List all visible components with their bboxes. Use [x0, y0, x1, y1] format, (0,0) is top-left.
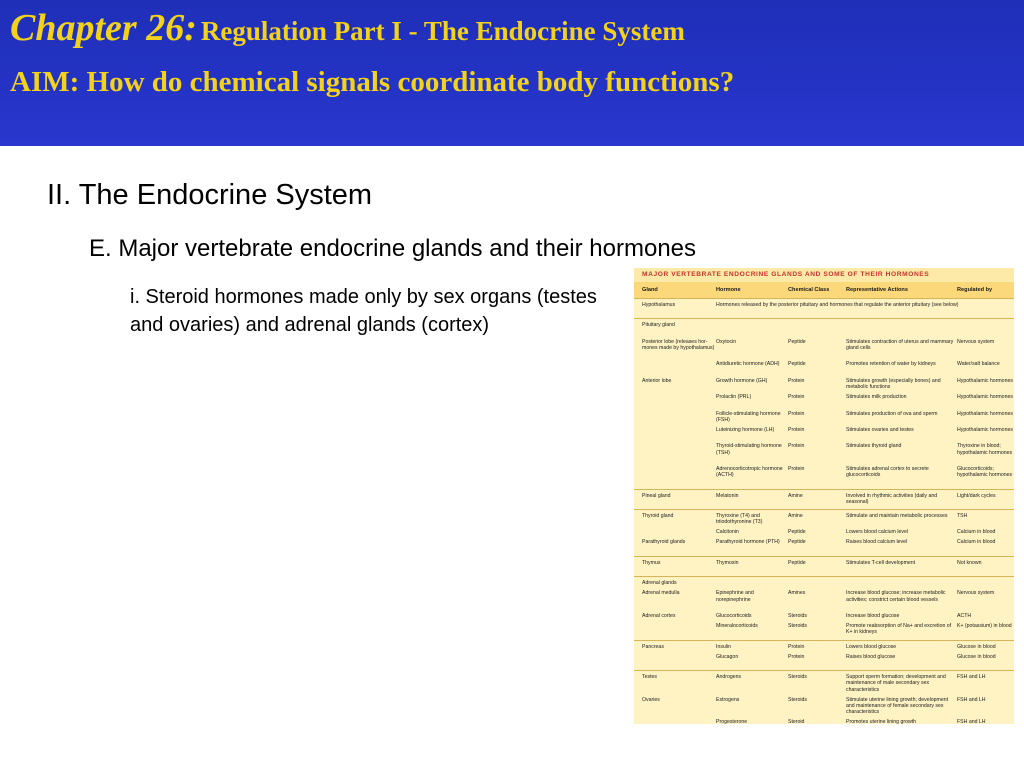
- actions-cell: Stimulates thyroid gland: [846, 443, 902, 450]
- hormone-cell: Calcitonin: [716, 529, 739, 536]
- endocrine-glands-table: [634, 268, 1014, 724]
- actions-cell: Stimulates adrenal cortex to secrete glucocorticoids: [846, 465, 929, 479]
- actions-cell: Promotes retention of water by kidneys: [846, 361, 936, 368]
- regulated-by-cell: Calcium in blood: [957, 529, 996, 536]
- column-header: Regulated by: [957, 287, 993, 293]
- chemical-class-cell: Protein: [788, 443, 805, 450]
- hormone-cell: Estrogens: [716, 696, 740, 703]
- actions-cell: Promotes uterine lining growth: [846, 719, 917, 724]
- table-group: [634, 298, 1014, 318]
- gland-cell: Posterior lobe (releases hor-mones made by hypothalamus): [642, 338, 715, 351]
- chemical-class-cell: Peptide: [788, 361, 806, 368]
- actions-cell: Promote reabsorption of Na+ and excretion of K+ in kidneys: [846, 623, 952, 636]
- chemical-class-cell: Steroids: [788, 623, 808, 630]
- table-row: [634, 539, 1014, 555]
- regulated-by-cell: Thyroxine in blood; hypothalamic hormones: [957, 443, 1013, 456]
- gland-cell: Hypothalamus: [642, 302, 676, 308]
- actions-cell: Lowers blood calcium level: [846, 529, 908, 536]
- table-row: [634, 427, 1014, 443]
- table-group: [634, 489, 1014, 509]
- gland-cell: Ovaries: [642, 696, 660, 703]
- hormone-cell: Thyroid-stimulating hormone (TSH): [716, 443, 782, 456]
- chemical-class-cell: Peptide: [788, 338, 806, 345]
- regulated-by-cell: ACTH: [957, 613, 972, 620]
- hormone-cell: Mineralocorticoids: [716, 623, 758, 630]
- regulated-by-cell: K+ (potassium) in blood: [957, 623, 1012, 630]
- hormone-cell: Thyroxine (T4) and triiodothyronine (T3): [716, 512, 763, 526]
- hormone-cell: Growth hormone (GH): [716, 377, 768, 384]
- hormone-cell: Prolactin (PRL): [716, 394, 752, 401]
- chapter-subtitle: Regulation Part I - The Endocrine System: [200, 16, 685, 46]
- gland-cell: Testes: [642, 674, 657, 681]
- regulated-by-cell: Not known: [957, 559, 982, 566]
- regulated-by-cell: Glucose in blood: [957, 643, 996, 650]
- hormone-cell: Thymosin: [716, 559, 739, 566]
- hormone-cell: Androgens: [716, 674, 742, 681]
- regulated-by-cell: TSH: [957, 512, 968, 519]
- description-cell: Hormones released by the posterior pituitary and hormones that regulate the anterior pituitary (see below): [716, 302, 959, 308]
- table-group: [634, 556, 1014, 576]
- outline-level-1: II. The Endocrine System: [47, 179, 373, 211]
- chemical-class-cell: Steroids: [788, 674, 808, 681]
- regulated-by-cell: Glucocorticoids; hypothalamic hormones: [957, 465, 1013, 479]
- gland-cell: Thymus: [642, 559, 661, 566]
- table-row: [634, 560, 1014, 576]
- table-row: [634, 590, 1014, 613]
- column-header: Gland: [642, 287, 658, 293]
- regulated-by-cell: Hypothalamic hormones: [957, 410, 1013, 417]
- table-row: [634, 697, 1014, 720]
- chemical-class-cell: Steroids: [788, 613, 808, 620]
- table-row: [634, 443, 1014, 466]
- outline-level-2: E. Major vertebrate endocrine glands and their hormones: [89, 235, 697, 262]
- column-header: Chemical Class: [788, 287, 830, 293]
- table-body: [634, 298, 1014, 724]
- table-row: [634, 719, 1014, 724]
- chemical-class-cell: Protein: [788, 465, 805, 472]
- table-group: [634, 576, 1014, 639]
- column-header: Representative Actions: [846, 287, 908, 293]
- actions-cell: Stimulate and maintain metabolic processes: [846, 512, 948, 519]
- table-row: [634, 644, 1014, 654]
- chemical-class-cell: Protein: [788, 426, 805, 433]
- chemical-class-cell: Amine: [788, 492, 803, 499]
- table-header-row: [634, 282, 1014, 298]
- chemical-class-cell: Protein: [788, 377, 805, 384]
- actions-cell: Support sperm formation; development and maintenance of male secondary sex characteristics: [846, 674, 946, 693]
- chemical-class-cell: Steroids: [788, 696, 808, 703]
- gland-cell: Parathyroid glands: [642, 539, 686, 546]
- regulated-by-cell: Water/salt balance: [957, 361, 1000, 368]
- hormone-cell: Parathyroid hormone (PTH): [716, 539, 780, 546]
- table-row: [634, 339, 1014, 362]
- chemical-class-cell: Protein: [788, 653, 805, 660]
- hormone-cell: Follicle-stimulating hormone (FSH): [716, 410, 781, 423]
- gland-cell: Pancreas: [642, 643, 664, 650]
- hormone-cell: Progesterone: [716, 719, 748, 724]
- gland-cell: Adrenal glands: [642, 580, 677, 587]
- hormone-cell: Epinephrine and norepinephrine: [716, 590, 754, 603]
- table-row: [634, 613, 1014, 623]
- actions-cell: Increase blood glucose: [846, 613, 900, 620]
- hormone-cell: Antidiuretic hormone (ADH): [716, 361, 780, 368]
- table-row: [634, 654, 1014, 670]
- regulated-by-cell: Nervous system: [957, 338, 995, 345]
- actions-cell: Stimulates growth (especially bones) and metabolic functions: [846, 377, 941, 390]
- gland-cell: Pineal gland: [642, 492, 671, 499]
- table-row: [634, 580, 1014, 590]
- regulated-by-cell: Glucose in blood: [957, 653, 996, 660]
- regulated-by-cell: Hypothalamic hormones: [957, 426, 1013, 433]
- actions-cell: Stimulates milk production: [846, 394, 907, 401]
- chemical-class-cell: Protein: [788, 394, 805, 401]
- table-row: [634, 394, 1014, 410]
- actions-cell: Involved in rhythmic activities (daily and seasonal): [846, 492, 938, 505]
- actions-cell: Raises blood calcium level: [846, 539, 908, 546]
- chemical-class-cell: Amines: [788, 590, 806, 597]
- hormone-cell: Adrenocorticotropic hormone (ACTH): [716, 465, 783, 479]
- actions-cell: Lowers blood glucose: [846, 643, 897, 650]
- gland-cell: Pituitary gland: [642, 322, 675, 329]
- chemical-class-cell: Protein: [788, 643, 805, 650]
- hormone-cell: Luteinizing hormone (LH): [716, 426, 775, 433]
- regulated-by-cell: FSH and LH: [957, 696, 986, 703]
- regulated-by-cell: Nervous system: [957, 590, 995, 597]
- actions-cell: Stimulates T-cell development: [846, 559, 916, 566]
- table-row: [634, 623, 1014, 639]
- actions-cell: Raises blood glucose: [846, 653, 896, 660]
- actions-cell: Increase blood glucose; increase metabolic activities; constrict certain blood vessels: [846, 590, 946, 603]
- column-header: Hormone: [716, 287, 741, 293]
- table-group: [634, 640, 1014, 671]
- regulated-by-cell: Light/dark cycles: [957, 492, 996, 499]
- table-row: [634, 466, 1014, 489]
- gland-cell: Adrenal medulla: [642, 590, 680, 597]
- table-title: MAJOR VERTEBRATE ENDOCRINE GLANDS AND SOME OF THEIR HORMONES: [634, 268, 1014, 282]
- regulated-by-cell: FSH and LH: [957, 719, 986, 724]
- table-group: [634, 318, 1014, 488]
- actions-cell: Stimulates contraction of uterus and mammary gland cells: [846, 338, 954, 351]
- regulated-by-cell: Calcium in blood: [957, 539, 996, 546]
- chemical-class-cell: Protein: [788, 410, 805, 417]
- hormone-cell: Glucagon: [716, 653, 739, 660]
- actions-cell: Stimulate uterine lining growth; development and maintenance of female secondary sex characteristics: [846, 696, 949, 716]
- actions-cell: Stimulates production of ova and sperm: [846, 410, 938, 417]
- table-row: [634, 302, 1014, 318]
- aim-heading: AIM: How do chemical signals coordinate body functions?: [10, 66, 735, 98]
- table-row: [634, 674, 1014, 697]
- chemical-class-cell: Amine: [788, 512, 803, 519]
- table-group: [634, 509, 1014, 556]
- chemical-class-cell: Peptide: [788, 559, 806, 566]
- outline-level-3: i. Steroid hormones made only by sex organs (testes and ovaries) and adrenal glands (cortex): [130, 286, 597, 336]
- chemical-class-cell: Peptide: [788, 539, 806, 546]
- chapter-label: Chapter 26:: [10, 7, 197, 49]
- table-row: [634, 513, 1014, 529]
- chemical-class-cell: Peptide: [788, 529, 806, 536]
- hormone-cell: Glucocorticoids: [716, 613, 752, 620]
- hormone-cell: Insulin: [716, 643, 731, 650]
- regulated-by-cell: Hypothalamic hormones: [957, 377, 1013, 384]
- table-group: [634, 670, 1014, 724]
- gland-cell: Anterior lobe: [642, 377, 672, 384]
- gland-cell: Adrenal cortex: [642, 613, 676, 620]
- table-row: [634, 322, 1014, 338]
- actions-cell: Stimulates ovaries and testes: [846, 426, 914, 433]
- regulated-by-cell: FSH and LH: [957, 674, 986, 681]
- chemical-class-cell: Steroid: [788, 719, 805, 724]
- hormone-cell: Oxytocin: [716, 338, 737, 345]
- table-row: [634, 361, 1014, 377]
- slide-title: [10, 6, 685, 50]
- table-row: [634, 493, 1014, 509]
- regulated-by-cell: Hypothalamic hormones: [957, 394, 1013, 401]
- table-row: [634, 529, 1014, 539]
- slide-header: [0, 0, 1024, 146]
- gland-cell: Thyroid gland: [642, 512, 674, 519]
- hormone-cell: Melatonin: [716, 492, 739, 499]
- table-row: [634, 378, 1014, 394]
- table-row: [634, 411, 1014, 427]
